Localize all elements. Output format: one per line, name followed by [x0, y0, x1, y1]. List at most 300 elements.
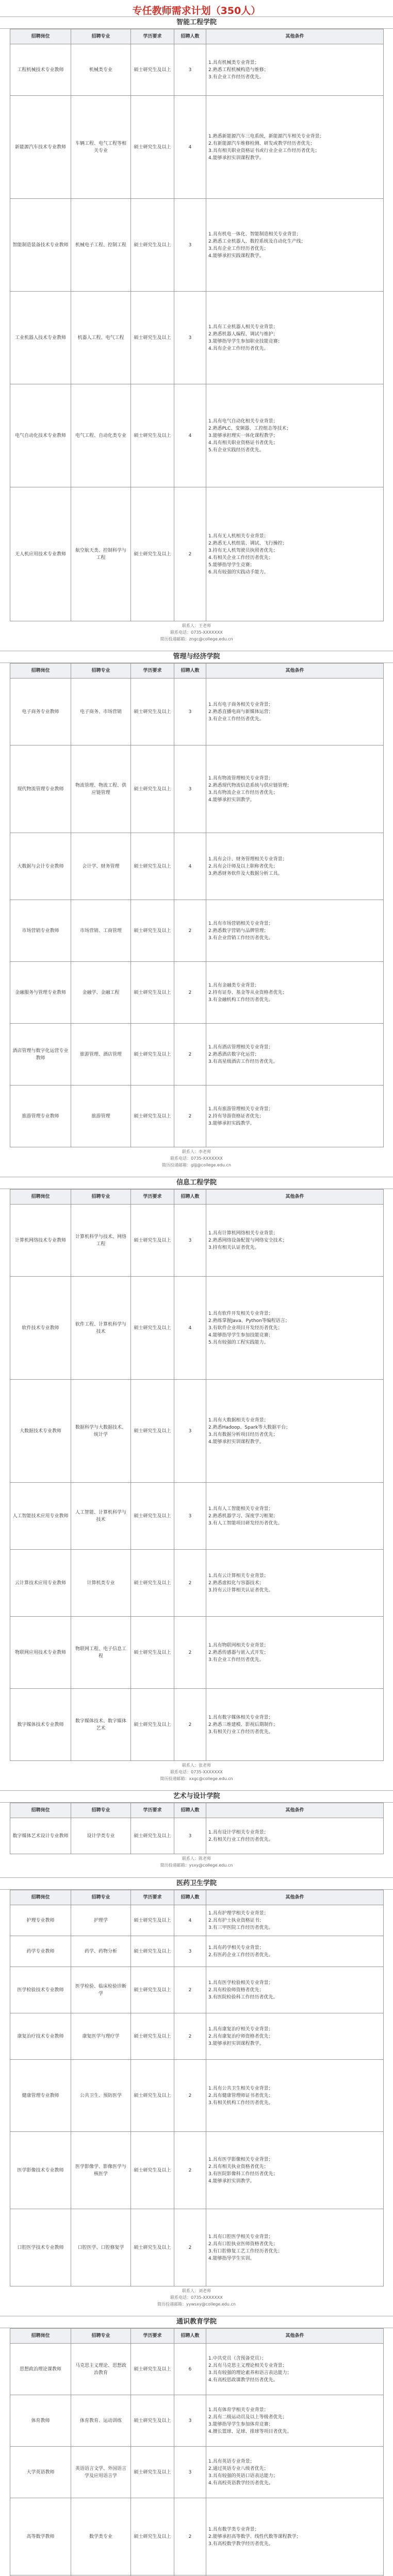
table-row	[10, 962, 384, 1024]
requirement-line: 3.有软件企业项目开发经历者优先；	[208, 1325, 283, 1331]
requirement-line: 2.具有会计师及以上职称者优先；	[208, 863, 278, 869]
requirement-line: 2.熟悉虚拟化与容器技术；	[208, 1580, 264, 1586]
requirements-cell	[206, 199, 384, 292]
requirements-cell	[206, 487, 384, 621]
position-cell: 体育教师	[10, 2395, 71, 2447]
requirement-line: 1.具有物流管理相关专业背景；	[208, 775, 273, 781]
requirement-line: 2.熟悉无人机组装、调试、飞行操控；	[208, 540, 287, 546]
requirement-line: 4.擅长篮球、足球、排球等项目者优先。	[208, 2429, 292, 2434]
education-cell: 硕士研究生及以上	[131, 900, 174, 962]
column-header: 招聘岗位	[10, 1890, 71, 1905]
requirement-line: 4.有相关企业工作经历者优先；	[208, 555, 273, 561]
requirements-cell	[206, 2060, 384, 2132]
count-cell: 2	[174, 1086, 206, 1147]
requirement-line: 3.具有企业工作经历者优先；	[208, 246, 269, 251]
requirement-line: 1.具有医学检验相关专业背景；	[208, 1980, 273, 1986]
position-cell: 药学专业教师	[10, 1936, 71, 1967]
column-header: 其他条件	[206, 1190, 384, 1205]
contact-line: 联系电话：0735-XXXXXXX	[170, 2295, 223, 2300]
position-cell: 物联网应用技术专业教师	[10, 1617, 71, 1689]
education-cell: 硕士研究生及以上	[131, 1277, 174, 1380]
column-header: 学历要求	[131, 664, 174, 679]
column-header: 招聘人数	[174, 1890, 206, 1905]
requirement-line: 4.能够承担实践课程教学。	[208, 253, 264, 259]
table-row	[10, 1617, 384, 1689]
requirement-line: 1.具有云计算相关专业背景；	[208, 1573, 269, 1579]
requirements-cell	[206, 1086, 384, 1147]
requirements-table	[10, 1890, 384, 2286]
count-cell: 3	[174, 745, 206, 833]
education-cell: 硕士研究生及以上	[131, 2447, 174, 2498]
requirement-line: 3.能够承担实践教学。	[208, 1121, 255, 1126]
count-cell: 3	[174, 2447, 206, 2498]
requirement-line: 1.具有数字媒体相关专业背景；	[208, 1715, 273, 1720]
education-cell: 硕士研究生及以上	[131, 962, 174, 1024]
contact-line: 联系人：陈老师	[182, 1856, 211, 1861]
requirement-line: 2.熟悉网络设备配置与网络安全技术；	[208, 1238, 287, 1243]
position-cell: 旅游管理专业教师	[10, 1086, 71, 1147]
requirement-line: 1.具有软件开发相关专业背景；	[208, 1311, 273, 1316]
column-header: 招聘专业	[71, 29, 131, 44]
count-cell: 2	[174, 2060, 206, 2132]
column-header: 招聘岗位	[10, 664, 71, 679]
requirements-cell	[206, 2447, 384, 2498]
requirements-table	[10, 1803, 384, 1854]
table-row	[10, 96, 384, 199]
requirement-line: 3.有医院检验科工作经历者优先。	[208, 1994, 278, 2000]
requirement-line: 3.有企业工作经历者优先。	[208, 74, 264, 80]
requirements-cell	[206, 900, 384, 962]
requirement-line: 1.具有人工智能相关专业背景；	[208, 1506, 273, 1512]
column-header: 招聘人数	[174, 1190, 206, 1205]
count-cell: 2	[174, 962, 206, 1024]
count-cell: 2	[174, 1024, 206, 1086]
position-cell: 云计算技术应用专业教师	[10, 1550, 71, 1617]
requirement-line: 1.具有会计、财务管理相关专业背景；	[208, 856, 287, 862]
table-row	[10, 1550, 384, 1617]
count-cell: 6	[174, 2344, 206, 2395]
requirements-table	[10, 663, 384, 1147]
education-cell: 硕士研究生及以上	[131, 2060, 174, 2132]
major-cell: 金融学、金融工程	[71, 962, 131, 1024]
education-cell: 硕士研究生及以上	[131, 1483, 174, 1550]
header-row	[10, 1890, 384, 1905]
column-header: 学历要求	[131, 29, 174, 44]
column-header: 招聘专业	[71, 1890, 131, 1905]
section	[0, 16, 393, 651]
header-row	[10, 664, 384, 679]
major-cell: 电气工程、自动化类专业	[71, 384, 131, 487]
position-cell: 大数据技术专业教师	[10, 1380, 71, 1483]
major-cell: 物联网工程、电子信息工程	[71, 1617, 131, 1689]
contact-line: 简历投递邮箱：yywsxy@college.edu.cn	[157, 2302, 236, 2307]
major-cell: 旅游管理	[71, 1086, 131, 1147]
table-row	[10, 2498, 384, 2575]
requirements-cell	[206, 2344, 384, 2395]
position-cell: 新能源汽车技术专业教师	[10, 96, 71, 199]
requirement-line: 2.具有二级运动员及以上等级者优先；	[208, 2414, 287, 2420]
contact-info	[0, 2286, 393, 2316]
column-header: 招聘人数	[174, 2329, 206, 2344]
section	[0, 1877, 393, 2316]
column-header: 其他条件	[206, 29, 384, 44]
table-row	[10, 1205, 384, 1277]
position-cell: 数字媒体技术专业教师	[10, 1689, 71, 1761]
section-title: 管理与经济学院	[0, 651, 393, 663]
table-row	[10, 1936, 384, 1967]
requirement-line: 1.具有大数据相关专业背景；	[208, 1417, 269, 1423]
requirement-line: 2.持有证券、基金等从业资格者优先；	[208, 990, 287, 995]
contact-line: 联系人：张老师	[182, 1763, 211, 1768]
requirements-cell	[206, 679, 384, 745]
table-row	[10, 292, 384, 384]
count-cell: 3	[174, 1936, 206, 1967]
major-cell: 药学、药物分析	[71, 1936, 131, 1967]
column-header: 其他条件	[206, 2329, 384, 2344]
education-cell: 硕士研究生及以上	[131, 199, 174, 292]
major-cell: 机器人工程、电气工程	[71, 292, 131, 384]
section-title: 艺术与设计学院	[0, 1790, 393, 1803]
requirement-line: 2.熟悉直播电商与新媒体运营；	[208, 709, 273, 715]
requirements-table	[10, 2328, 384, 2576]
count-cell: 2	[174, 2498, 206, 2575]
requirement-line: 1.具有英语专业背景；	[208, 2459, 255, 2464]
requirement-line: 3.持有云计算相关认证者优先。	[208, 1587, 273, 1593]
sections-container	[0, 16, 393, 2576]
table-row	[10, 2132, 384, 2209]
column-header: 招聘专业	[71, 1190, 131, 1205]
requirements-cell	[206, 1936, 384, 1967]
table-row	[10, 1689, 384, 1761]
requirement-line: 3.有三甲医院工作经历者优先。	[208, 1925, 273, 1930]
requirement-line: 3.能够指导学生参加体育竞赛；	[208, 2421, 273, 2427]
table-row	[10, 2447, 384, 2498]
requirement-line: 4.具有相关职业资格证书者优先；	[208, 440, 278, 446]
requirement-line: 2.熟悉机器学习、深度学习框架；	[208, 1513, 278, 1519]
major-cell: 数据科学与大数据技术、统计学	[71, 1380, 131, 1483]
count-cell: 3	[174, 1483, 206, 1550]
major-cell: 口腔医学、口腔修复学	[71, 2209, 131, 2286]
education-cell: 硕士研究生及以上	[131, 487, 174, 621]
requirement-line: 2.熟悉三维建模、影视后期制作；	[208, 1722, 278, 1727]
header-row	[10, 1803, 384, 1818]
requirement-line: 3.有医院影像科工作经历者优先；	[208, 2171, 278, 2177]
requirement-line: 2.熟悉Hadoop、Spark等大数据平台；	[208, 1425, 291, 1430]
requirement-line: 6.具有较强的实践动手能力。	[208, 569, 269, 575]
requirements-cell	[206, 2209, 384, 2286]
table-row	[10, 833, 384, 900]
requirement-line: 4.具有企业工作经历者优先。	[208, 346, 269, 351]
table-row	[10, 1024, 384, 1086]
requirements-cell	[206, 44, 384, 96]
column-header: 其他条件	[206, 1890, 384, 1905]
requirement-line: 1.具有机电一体化、智能制造相关专业背景；	[208, 231, 301, 237]
column-header: 招聘岗位	[10, 1190, 71, 1205]
requirement-line: 1.具有口腔医学相关专业背景；	[208, 2234, 273, 2240]
requirement-line: 1.具有药学相关专业背景；	[208, 1945, 264, 1951]
requirement-line: 1.中共党员（含预备党员）；	[208, 2355, 267, 2361]
requirement-line: 4.能够指导学生参加技能竞赛；	[208, 1332, 273, 1338]
requirement-line: 1.具有物联网相关专业背景；	[208, 1642, 269, 1648]
requirement-line: 2.具有检验师资格者优先；	[208, 1987, 264, 1993]
count-cell: 2	[174, 1550, 206, 1617]
requirement-line: 3.有企业工作经历者优先。	[208, 1657, 264, 1663]
count-cell: 2	[174, 900, 206, 962]
requirement-line: 3.有企业营销工作经历者优先。	[208, 935, 273, 941]
column-header: 招聘专业	[71, 2329, 131, 2344]
requirement-line: 3.能够指导学生参加职业技能竞赛；	[208, 338, 283, 344]
major-cell: 机械电子工程、控制工程	[71, 199, 131, 292]
section	[0, 1177, 393, 1790]
count-cell: 3	[174, 292, 206, 384]
requirement-line: 1.具有金融类专业背景；	[208, 982, 259, 988]
position-cell: 软件技术专业教师	[10, 1277, 71, 1380]
position-cell: 现代物流管理专业教师	[10, 745, 71, 833]
education-cell: 硕士研究生及以上	[131, 1024, 174, 1086]
table-row	[10, 487, 384, 621]
header-row	[10, 29, 384, 44]
column-header: 学历要求	[131, 1803, 174, 1818]
education-cell: 硕士研究生及以上	[131, 1818, 174, 1854]
count-cell: 3	[174, 679, 206, 745]
major-cell: 设计学类专业	[71, 1818, 131, 1854]
requirement-line: 1.具有工业机器人相关专业背景；	[208, 324, 278, 330]
position-cell: 护理专业教师	[10, 1905, 71, 1936]
education-cell: 硕士研究生及以上	[131, 833, 174, 900]
position-cell: 大学英语教师	[10, 2447, 71, 2498]
section	[0, 2316, 393, 2576]
requirement-line: 5.有企业实践经历者优先。	[208, 447, 264, 453]
requirements-cell	[206, 2395, 384, 2447]
major-cell: 公共卫生、预防医学	[71, 2060, 131, 2132]
position-cell: 医学检验技术专业教师	[10, 1967, 71, 2013]
column-header: 招聘人数	[174, 664, 206, 679]
requirements-cell	[206, 745, 384, 833]
requirement-line: 2.熟悉数字营销与品牌管理；	[208, 928, 269, 934]
major-cell: 医学影像学、影像医学与核医学	[71, 2132, 131, 2209]
education-cell: 硕士研究生及以上	[131, 2209, 174, 2286]
education-cell: 硕士研究生及以上	[131, 1936, 174, 1967]
requirement-line: 1.具有电气自动化相关专业背景；	[208, 418, 278, 424]
position-cell: 口腔医学技术专业教师	[10, 2209, 71, 2286]
contact-info	[0, 1854, 393, 1877]
education-cell: 硕士研究生及以上	[131, 2344, 174, 2395]
requirement-line: 3.有高校数学教学经历者优先。	[208, 2541, 273, 2547]
contact-info	[0, 1147, 393, 1177]
contact-line: 联系电话：0735-XXXXXXX	[170, 1770, 223, 1774]
contact-line: 联系电话：0735-XXXXXXX	[170, 1156, 223, 1161]
column-header: 招聘岗位	[10, 2329, 71, 2344]
major-cell: 机械类专业	[71, 44, 131, 96]
major-cell: 会计学、财务管理	[71, 833, 131, 900]
education-cell: 硕士研究生及以上	[131, 292, 174, 384]
education-cell: 硕士研究生及以上	[131, 2498, 174, 2575]
requirements-cell	[206, 1905, 384, 1936]
requirement-line: 3.有口腔修复工艺工作经历者优先；	[208, 2248, 283, 2254]
position-cell: 思想政治理论课教师	[10, 2344, 71, 2395]
major-cell: 康复医学与理疗学	[71, 2013, 131, 2060]
position-cell: 数字媒体艺术设计专业教师	[10, 1818, 71, 1854]
count-cell: 3	[174, 44, 206, 96]
major-cell: 车辆工程、电气工程等相关专业	[71, 96, 131, 199]
requirements-cell	[206, 2132, 384, 2209]
requirement-line: 2.有新能源汽车维修检测、研发或教学经历者优先；	[208, 141, 315, 146]
section-title: 信息工程学院	[0, 1177, 393, 1189]
count-cell: 2	[174, 1617, 206, 1689]
position-cell: 康复治疗技术专业教师	[10, 2013, 71, 2060]
column-header: 学历要求	[131, 1190, 174, 1205]
table-row	[10, 1967, 384, 2013]
major-cell: 数学类专业	[71, 2498, 131, 2575]
section-title: 医药卫生学院	[0, 1877, 393, 1890]
education-cell: 硕士研究生及以上	[131, 384, 174, 487]
requirements-cell	[206, 1277, 384, 1380]
requirement-line: 3.具有数据分析项目经历者优先；	[208, 1432, 278, 1437]
requirement-line: 3.能够承担理实一体化课程教学；	[208, 433, 278, 438]
position-cell: 高等数学教师	[10, 2498, 71, 2575]
requirement-line: 1.具有机械类专业背景；	[208, 60, 259, 65]
count-cell: 2	[174, 487, 206, 621]
count-cell: 2	[174, 2132, 206, 2209]
requirements-cell	[206, 1617, 384, 1689]
position-cell: 人工智能技术应用专业教师	[10, 1483, 71, 1550]
requirements-cell	[206, 833, 384, 900]
requirements-cell	[206, 1024, 384, 1086]
education-cell: 硕士研究生及以上	[131, 1689, 174, 1761]
requirements-cell	[206, 1967, 384, 2013]
education-cell: 硕士研究生及以上	[131, 1905, 174, 1936]
position-cell: 大数据与会计专业教师	[10, 833, 71, 900]
count-cell: 3	[174, 1205, 206, 1277]
major-cell: 英语语言文学、外国语言学及应用语言学	[71, 2447, 131, 2498]
requirement-line: 1.具有医学影像相关专业背景；	[208, 2157, 273, 2162]
education-cell: 硕士研究生及以上	[131, 1205, 174, 1277]
requirement-line: 3.有高星级酒店工作经历者优先。	[208, 1059, 278, 1064]
position-cell: 医学影像技术专业教师	[10, 2132, 71, 2209]
education-cell: 硕士研究生及以上	[131, 745, 174, 833]
column-header: 招聘专业	[71, 1803, 131, 1818]
requirement-line: 3.具有较强的理论素养和语言表达能力；	[208, 2370, 292, 2376]
requirements-cell	[206, 1483, 384, 1550]
table-row	[10, 1380, 384, 1483]
document-title: 专任教师需求计划（350人）	[132, 5, 261, 16]
count-cell: 4	[174, 1277, 206, 1380]
education-cell: 硕士研究生及以上	[131, 2013, 174, 2060]
contact-line: 联系电话：0735-XXXXXXX	[170, 630, 223, 635]
requirement-line: 3.有企业工作经历者优先。	[208, 716, 264, 722]
count-cell: 4	[174, 384, 206, 487]
requirement-line: 2.具有护士执业资格证书；	[208, 1918, 264, 1923]
contact-line: 联系人：李老师	[182, 1149, 211, 1154]
table-row	[10, 1086, 384, 1147]
requirement-line: 1.具有市场营销相关专业背景；	[208, 921, 273, 926]
section-title: 智能工程学院	[0, 16, 393, 29]
position-cell: 健康管理专业教师	[10, 2060, 71, 2132]
requirement-line: 1.熟悉新能源汽车三电系统，新能源汽车相关专业背景；	[208, 133, 324, 139]
position-cell: 电子商务专业教师	[10, 679, 71, 745]
major-cell: 计算机类专业	[71, 1550, 131, 1617]
column-header: 招聘人数	[174, 29, 206, 44]
requirements-cell	[206, 1818, 384, 1854]
requirements-table	[10, 1189, 384, 1761]
count-cell: 2	[174, 1967, 206, 2013]
requirement-line: 2.能够承担高等数学、线性代数等课程教学；	[208, 2534, 301, 2539]
requirement-line: 1.具有设计学相关专业背景；	[208, 1829, 269, 1835]
position-cell: 金融服务与管理专业教师	[10, 962, 71, 1024]
table-row	[10, 2060, 384, 2132]
table-row	[10, 900, 384, 962]
column-header: 学历要求	[131, 1890, 174, 1905]
count-cell: 3	[174, 1380, 206, 1483]
requirement-line: 4.能够承担实训教学。	[208, 2178, 255, 2184]
count-cell: 3	[174, 199, 206, 292]
requirement-line: 2.熟悉机器人编程、调试与维护；	[208, 331, 278, 337]
column-header: 学历要求	[131, 2329, 174, 2344]
requirement-line: 2.具有相关执业资格者优先；	[208, 2164, 269, 2170]
requirement-line: 2.熟练掌握Java、Python等编程语言；	[208, 1318, 290, 1324]
requirements-cell	[206, 2013, 384, 2060]
education-cell: 硕士研究生及以上	[131, 44, 174, 96]
requirement-line: 1.具有旅游管理相关专业背景；	[208, 1106, 273, 1112]
major-cell: 电子商务、市场营销	[71, 679, 131, 745]
requirement-line: 3.能够承担实训课程教学。	[208, 2041, 264, 2046]
education-cell: 硕士研究生及以上	[131, 1550, 174, 1617]
count-cell: 4	[174, 1905, 206, 1936]
header-row	[10, 1190, 384, 1205]
major-cell: 马克思主义理论、思想政治教育	[71, 2344, 131, 2395]
requirement-line: 2.熟悉传感器与嵌入式开发；	[208, 1650, 269, 1655]
column-header: 其他条件	[206, 664, 384, 679]
table-row	[10, 1277, 384, 1380]
requirements-cell	[206, 96, 384, 199]
requirement-line: 3.有人工智能项目研发经历者优先。	[208, 1520, 283, 1526]
requirement-line: 2.持有导游资格证者优先；	[208, 1113, 264, 1119]
contact-line: 简历投递邮箱：zngc@college.edu.cn	[160, 637, 233, 641]
requirement-line: 2.熟悉现代物流信息系统与供应链管理；	[208, 783, 292, 788]
requirements-cell	[206, 962, 384, 1024]
requirements-cell	[206, 1550, 384, 1617]
education-cell: 硕士研究生及以上	[131, 1380, 174, 1483]
count-cell: 4	[174, 833, 206, 900]
requirement-line: 3.有相关机构工作经历者优先。	[208, 2100, 273, 2106]
count-cell: 2	[174, 2209, 206, 2286]
requirement-line: 1.具有数学类专业背景；	[208, 2527, 259, 2532]
requirement-line: 1.具有护理学相关专业背景；	[208, 1910, 269, 1916]
requirement-line: 1.具有酒店管理相关专业背景；	[208, 1044, 273, 1050]
contact-info	[0, 621, 393, 651]
requirement-line: 4.有高校英语教学经历者优先。	[208, 2480, 273, 2486]
contact-line: 联系人：刘老师	[182, 2289, 211, 2293]
requirement-line: 4.有高校思政课教学经历者优先。	[208, 2377, 278, 2383]
education-cell: 硕士研究生及以上	[131, 679, 174, 745]
position-cell: 市场营销专业教师	[10, 900, 71, 962]
major-cell: 航空航天类、控制科学与工程	[71, 487, 131, 621]
position-cell: 工程机械技术专业教师	[10, 44, 71, 96]
major-cell: 人工智能、计算机科学与技术	[71, 1483, 131, 1550]
requirement-line: 2.具有口腔执业医师资格者优先；	[208, 2241, 278, 2247]
table-row	[10, 2395, 384, 2447]
requirements-cell	[206, 1205, 384, 1277]
table-row	[10, 1818, 384, 1854]
position-cell: 电气自动化技术专业教师	[10, 384, 71, 487]
requirement-line: 1.具有计算机网络相关专业背景；	[208, 1230, 278, 1236]
count-cell: 2	[174, 1689, 206, 1761]
table-row	[10, 2344, 384, 2395]
table-row	[10, 1483, 384, 1550]
major-cell: 软件工程、计算机科学与技术	[71, 1277, 131, 1380]
section-title: 通识教育学院	[0, 2316, 393, 2328]
requirement-line: 3.具有较强的英语口语表达能力；	[208, 2473, 278, 2479]
